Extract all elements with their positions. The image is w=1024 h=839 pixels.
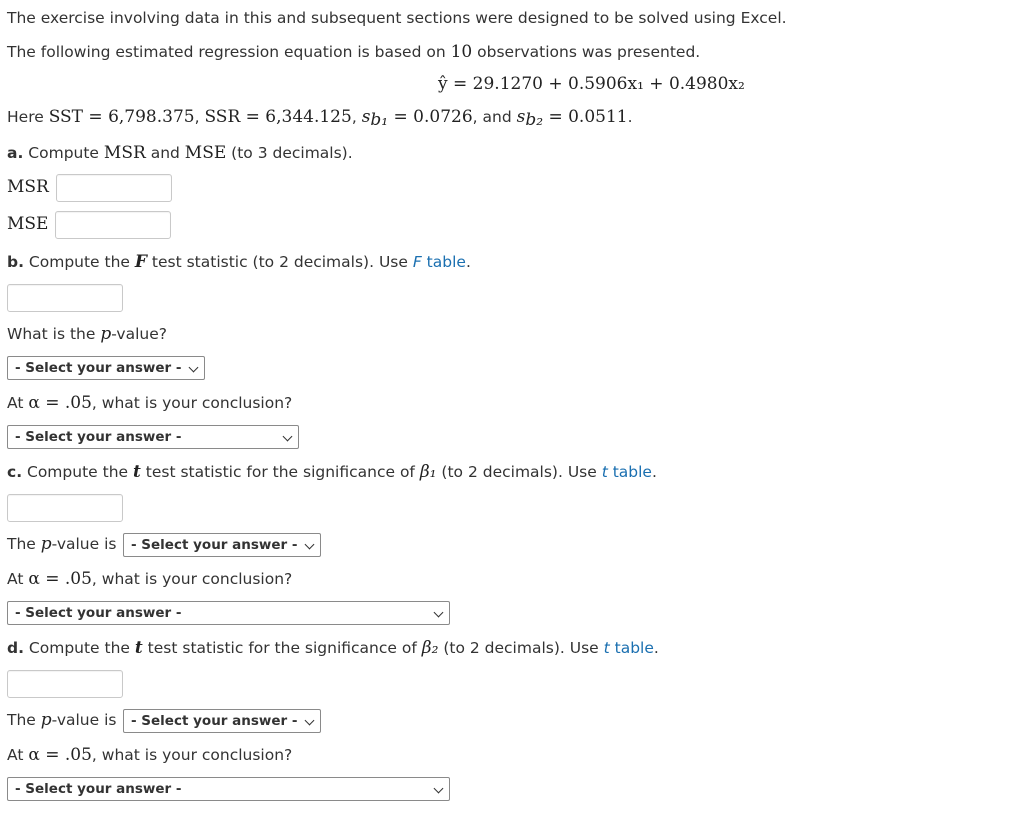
p-symbol: p	[40, 710, 52, 730]
part-b-text: Compute the	[23, 253, 135, 271]
separator: ,	[351, 108, 362, 126]
part-a-label: a.	[7, 144, 24, 162]
part-b-prompt	[7, 252, 471, 272]
part-d-prompt	[7, 638, 659, 658]
select-placeholder: - Select your answer -	[131, 713, 298, 729]
alpha-value: α = .05	[28, 569, 92, 589]
sst-value: SST = 6,798.375	[48, 107, 195, 127]
t-link-table-word: table	[609, 639, 654, 657]
part-d-text: Compute the	[23, 639, 135, 657]
f-statistic-input[interactable]	[7, 284, 123, 312]
select-placeholder: - Select your answer -	[131, 537, 298, 553]
t-table-link[interactable]	[604, 639, 654, 657]
mse-input[interactable]	[55, 211, 171, 239]
sb2-symbol: s	[516, 107, 526, 127]
part-a-precision: (to 3 decimals).	[226, 144, 353, 162]
period: .	[653, 639, 659, 657]
the-text: The	[7, 711, 41, 729]
conclusion-question: , what is your conclusion?	[91, 746, 293, 764]
pvalue-question-pre: What is the	[7, 325, 101, 343]
part-b-pvalue-question	[7, 324, 167, 344]
here-text: Here	[7, 108, 49, 126]
at-text: At	[7, 394, 29, 412]
beta-1-symbol: β₁	[419, 462, 437, 482]
part-a-prompt	[7, 143, 353, 163]
select-placeholder: - Select your answer -	[15, 781, 182, 797]
part-c-pvalue-select[interactable]	[123, 533, 321, 557]
part-a-text: Compute	[23, 144, 104, 162]
equation-text: ŷ = 29.1270 + 0.5906x₁ + 0.4980x₂	[438, 74, 745, 94]
conclusion-question: , what is your conclusion?	[91, 394, 293, 412]
given-values	[7, 107, 633, 130]
part-c-conclusion-question	[7, 569, 292, 589]
mse-label: MSE	[7, 214, 49, 234]
t-symbol: t	[132, 462, 141, 482]
sb2-value: = 0.0511	[543, 107, 628, 127]
t-link-letter: t	[603, 639, 610, 657]
part-b-conclusion-question	[7, 393, 292, 413]
part-c-text: Compute the	[22, 463, 133, 481]
pvalue-is-text: -value is	[51, 535, 117, 553]
part-b-pvalue-select[interactable]	[7, 356, 205, 380]
part-c-text-mid: test statistic for the significance of	[140, 463, 420, 481]
intro-line-2-pre: The following estimated regression equation is based on	[7, 43, 451, 61]
intro-observations	[7, 42, 700, 62]
p-symbol: p	[40, 534, 52, 554]
part-d-conclusion-select[interactable]	[7, 777, 450, 801]
chevron-down-icon	[434, 608, 444, 618]
t-statistic-b2-input[interactable]	[7, 670, 123, 698]
t-statistic-b1-input[interactable]	[7, 494, 123, 522]
chevron-down-icon	[305, 540, 315, 550]
chevron-down-icon	[189, 363, 199, 373]
part-d-pvalue-select[interactable]	[123, 709, 321, 733]
part-d-text-post: (to 2 decimals). Use	[438, 639, 604, 657]
select-placeholder: - Select your answer -	[15, 360, 182, 376]
msr-term: MSR	[103, 143, 146, 163]
period: .	[651, 463, 657, 481]
and-text: , and	[472, 108, 517, 126]
ssr-value: SSR = 6,344.125	[204, 107, 352, 127]
t-link-table-word: table	[607, 463, 652, 481]
msr-label: MSR	[7, 177, 49, 197]
alpha-value: α = .05	[28, 393, 92, 413]
p-symbol: p	[100, 324, 112, 344]
part-c-text-post: (to 2 decimals). Use	[436, 463, 602, 481]
part-b-conclusion-select[interactable]	[7, 425, 299, 449]
beta-2-symbol: β₂	[421, 638, 439, 658]
at-text: At	[7, 570, 29, 588]
select-placeholder: - Select your answer -	[15, 605, 182, 621]
intro-text	[7, 8, 787, 28]
part-c-pvalue-label	[7, 534, 116, 554]
part-d-label: d.	[7, 639, 24, 657]
t-symbol: t	[134, 638, 143, 658]
part-d-text-mid: test statistic for the significance of	[142, 639, 422, 657]
part-d-pvalue-label	[7, 710, 116, 730]
and-text: and	[145, 144, 185, 162]
msr-input[interactable]	[56, 174, 172, 202]
pvalue-is-text: -value is	[51, 711, 117, 729]
sb2-subscript: b₂	[525, 110, 544, 130]
t-table-link[interactable]	[602, 463, 652, 481]
alpha-value: α = .05	[28, 745, 92, 765]
observation-count: 10	[450, 42, 473, 62]
chevron-down-icon	[434, 784, 444, 794]
mse-term: MSE	[184, 143, 227, 163]
intro-line-1: The exercise involving data in this and subsequent sections were designed to be solved using Excel.	[7, 9, 787, 27]
part-c-label: c.	[7, 463, 23, 481]
f-link-table-word: table	[421, 253, 466, 271]
chevron-down-icon	[305, 716, 315, 726]
part-b-label: b.	[7, 253, 24, 271]
the-text: The	[7, 535, 41, 553]
at-text: At	[7, 746, 29, 764]
sb1-value: = 0.0726	[388, 107, 473, 127]
part-b-text-mid: test statistic (to 2 decimals). Use	[146, 253, 413, 271]
part-c-conclusion-select[interactable]	[7, 601, 450, 625]
period: .	[465, 253, 471, 271]
intro-line-2-post: observations was presented.	[472, 43, 701, 61]
conclusion-question: , what is your conclusion?	[91, 570, 293, 588]
separator: ,	[194, 108, 205, 126]
pvalue-question-post: -value?	[111, 325, 167, 343]
f-symbol: F	[134, 252, 147, 272]
part-d-conclusion-question	[7, 745, 292, 765]
f-table-link[interactable]	[413, 253, 466, 271]
t-link-letter: t	[601, 463, 608, 481]
select-placeholder: - Select your answer -	[15, 429, 182, 445]
regression-equation	[438, 74, 745, 94]
part-c-prompt	[7, 462, 657, 482]
sb1-symbol: s	[361, 107, 371, 127]
sb1-subscript: b₁	[370, 110, 389, 130]
f-link-letter: F	[412, 253, 422, 271]
chevron-down-icon	[283, 432, 293, 442]
period: .	[627, 108, 633, 126]
